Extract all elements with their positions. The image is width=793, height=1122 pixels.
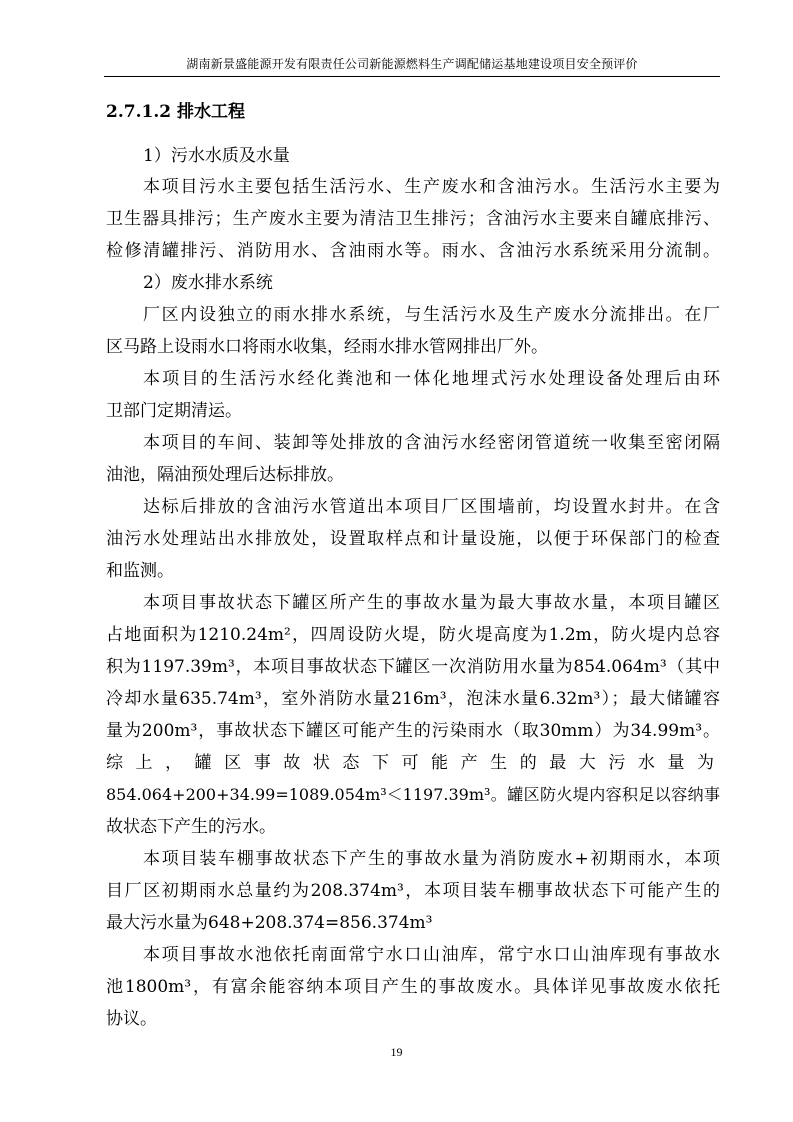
paragraph-line: 检修清罐排污、消防用水、含油雨水等。雨水、含油污水系统采用分流制。 bbox=[106, 241, 720, 261]
paragraph-line: 本项目事故状态下罐区所产生的事故水量为最大事故水量，本项目罐区 bbox=[143, 593, 720, 613]
paragraph-line: 油污水处理站出水排放处，设置取样点和计量设施，以便于环保部门的检查 bbox=[106, 529, 720, 549]
paragraph-line: 目厂区初期雨水总量约为208.374m³，本项目装车棚事故状态下可能产生的 bbox=[106, 881, 720, 901]
paragraph-line: 积为1197.39m³，本项目事故状态下罐区一次消防用水量为854.064m³（其中 bbox=[106, 657, 720, 677]
paragraph-line: 本项目装车棚事故状态下产生的事故水量为消防废水+初期雨水，本项 bbox=[143, 849, 720, 869]
paragraph-line: 厂区内设独立的雨水排水系统，与生活污水及生产废水分流排出。在厂 bbox=[143, 305, 720, 325]
paragraph-line: 达标后排放的含油污水管道出本项目厂区围墙前，均设置水封井。在含 bbox=[143, 497, 720, 517]
subsection-title: 2）废水排水系统 bbox=[143, 273, 273, 293]
paragraph-line: 本项目的车间、装卸等处排放的含油污水经密闭管道统一收集至密闭隔 bbox=[143, 433, 720, 453]
page-header: 湖南新景盛能源开发有限责任公司新能源燃料生产调配储运基地建设项目安全预评价 bbox=[186, 57, 638, 71]
paragraph-line: 854.064+200+34.99=1089.054m³＜1197.39m³。罐区防火堤内容积足以容纳事 bbox=[106, 785, 720, 804]
paragraph-line: 池1800m³，有富余能容纳本项目产生的事故废水。具体详见事故废水依托 bbox=[106, 977, 720, 997]
paragraph-line: 故状态下产生的污水。 bbox=[106, 817, 276, 837]
paragraph-line: 和监测。 bbox=[106, 561, 174, 581]
paragraph-line: 本项目事故水池依托南面常宁水口山油库，常宁水口山油库现有事故水 bbox=[143, 945, 720, 965]
paragraph-line: 油池，隔油预处理后达标排放。 bbox=[106, 465, 344, 485]
paragraph-line: 协议。 bbox=[106, 1009, 157, 1029]
paragraph-line: 区马路上设雨水口将雨水收集，经雨水排水管网排出厂外。 bbox=[106, 337, 548, 357]
page-number: 19 bbox=[390, 1045, 403, 1059]
paragraph-line: 占地面积为1210.24m²，四周设防火堤，防火堤高度为1.2m，防火堤内总容 bbox=[106, 625, 720, 645]
paragraph-line: 冷却水量635.74m³，室外消防水量216m³，泡沫水量6.32m³）；最大储罐容 bbox=[106, 689, 720, 709]
paragraph-line: 量为200m³，事故状态下罐区可能产生的污染雨水（取30mm）为34.99m³。 bbox=[106, 721, 720, 741]
paragraph-line: 卫部门定期清运。 bbox=[106, 401, 242, 421]
paragraph-line: 卫生器具排污；生产废水主要为清洁卫生排污；含油污水主要来自罐底排污、 bbox=[106, 209, 720, 229]
paragraph-line: 本项目的生活污水经化粪池和一体化地埋式污水处理设备处理后由环 bbox=[143, 369, 720, 389]
paragraph-line: 综上，罐区事故状态下可能产生的最大污水量为 bbox=[106, 753, 720, 773]
section-heading: 2.7.1.2 排水工程 bbox=[106, 102, 245, 122]
paragraph-line: 最大污水量为648+208.374=856.374m³ bbox=[106, 913, 433, 933]
paragraph-line: 本项目污水主要包括生活污水、生产废水和含油污水。生活污水主要为 bbox=[143, 177, 720, 197]
header-divider bbox=[104, 76, 720, 77]
subsection-title: 1）污水水质及水量 bbox=[143, 146, 290, 166]
